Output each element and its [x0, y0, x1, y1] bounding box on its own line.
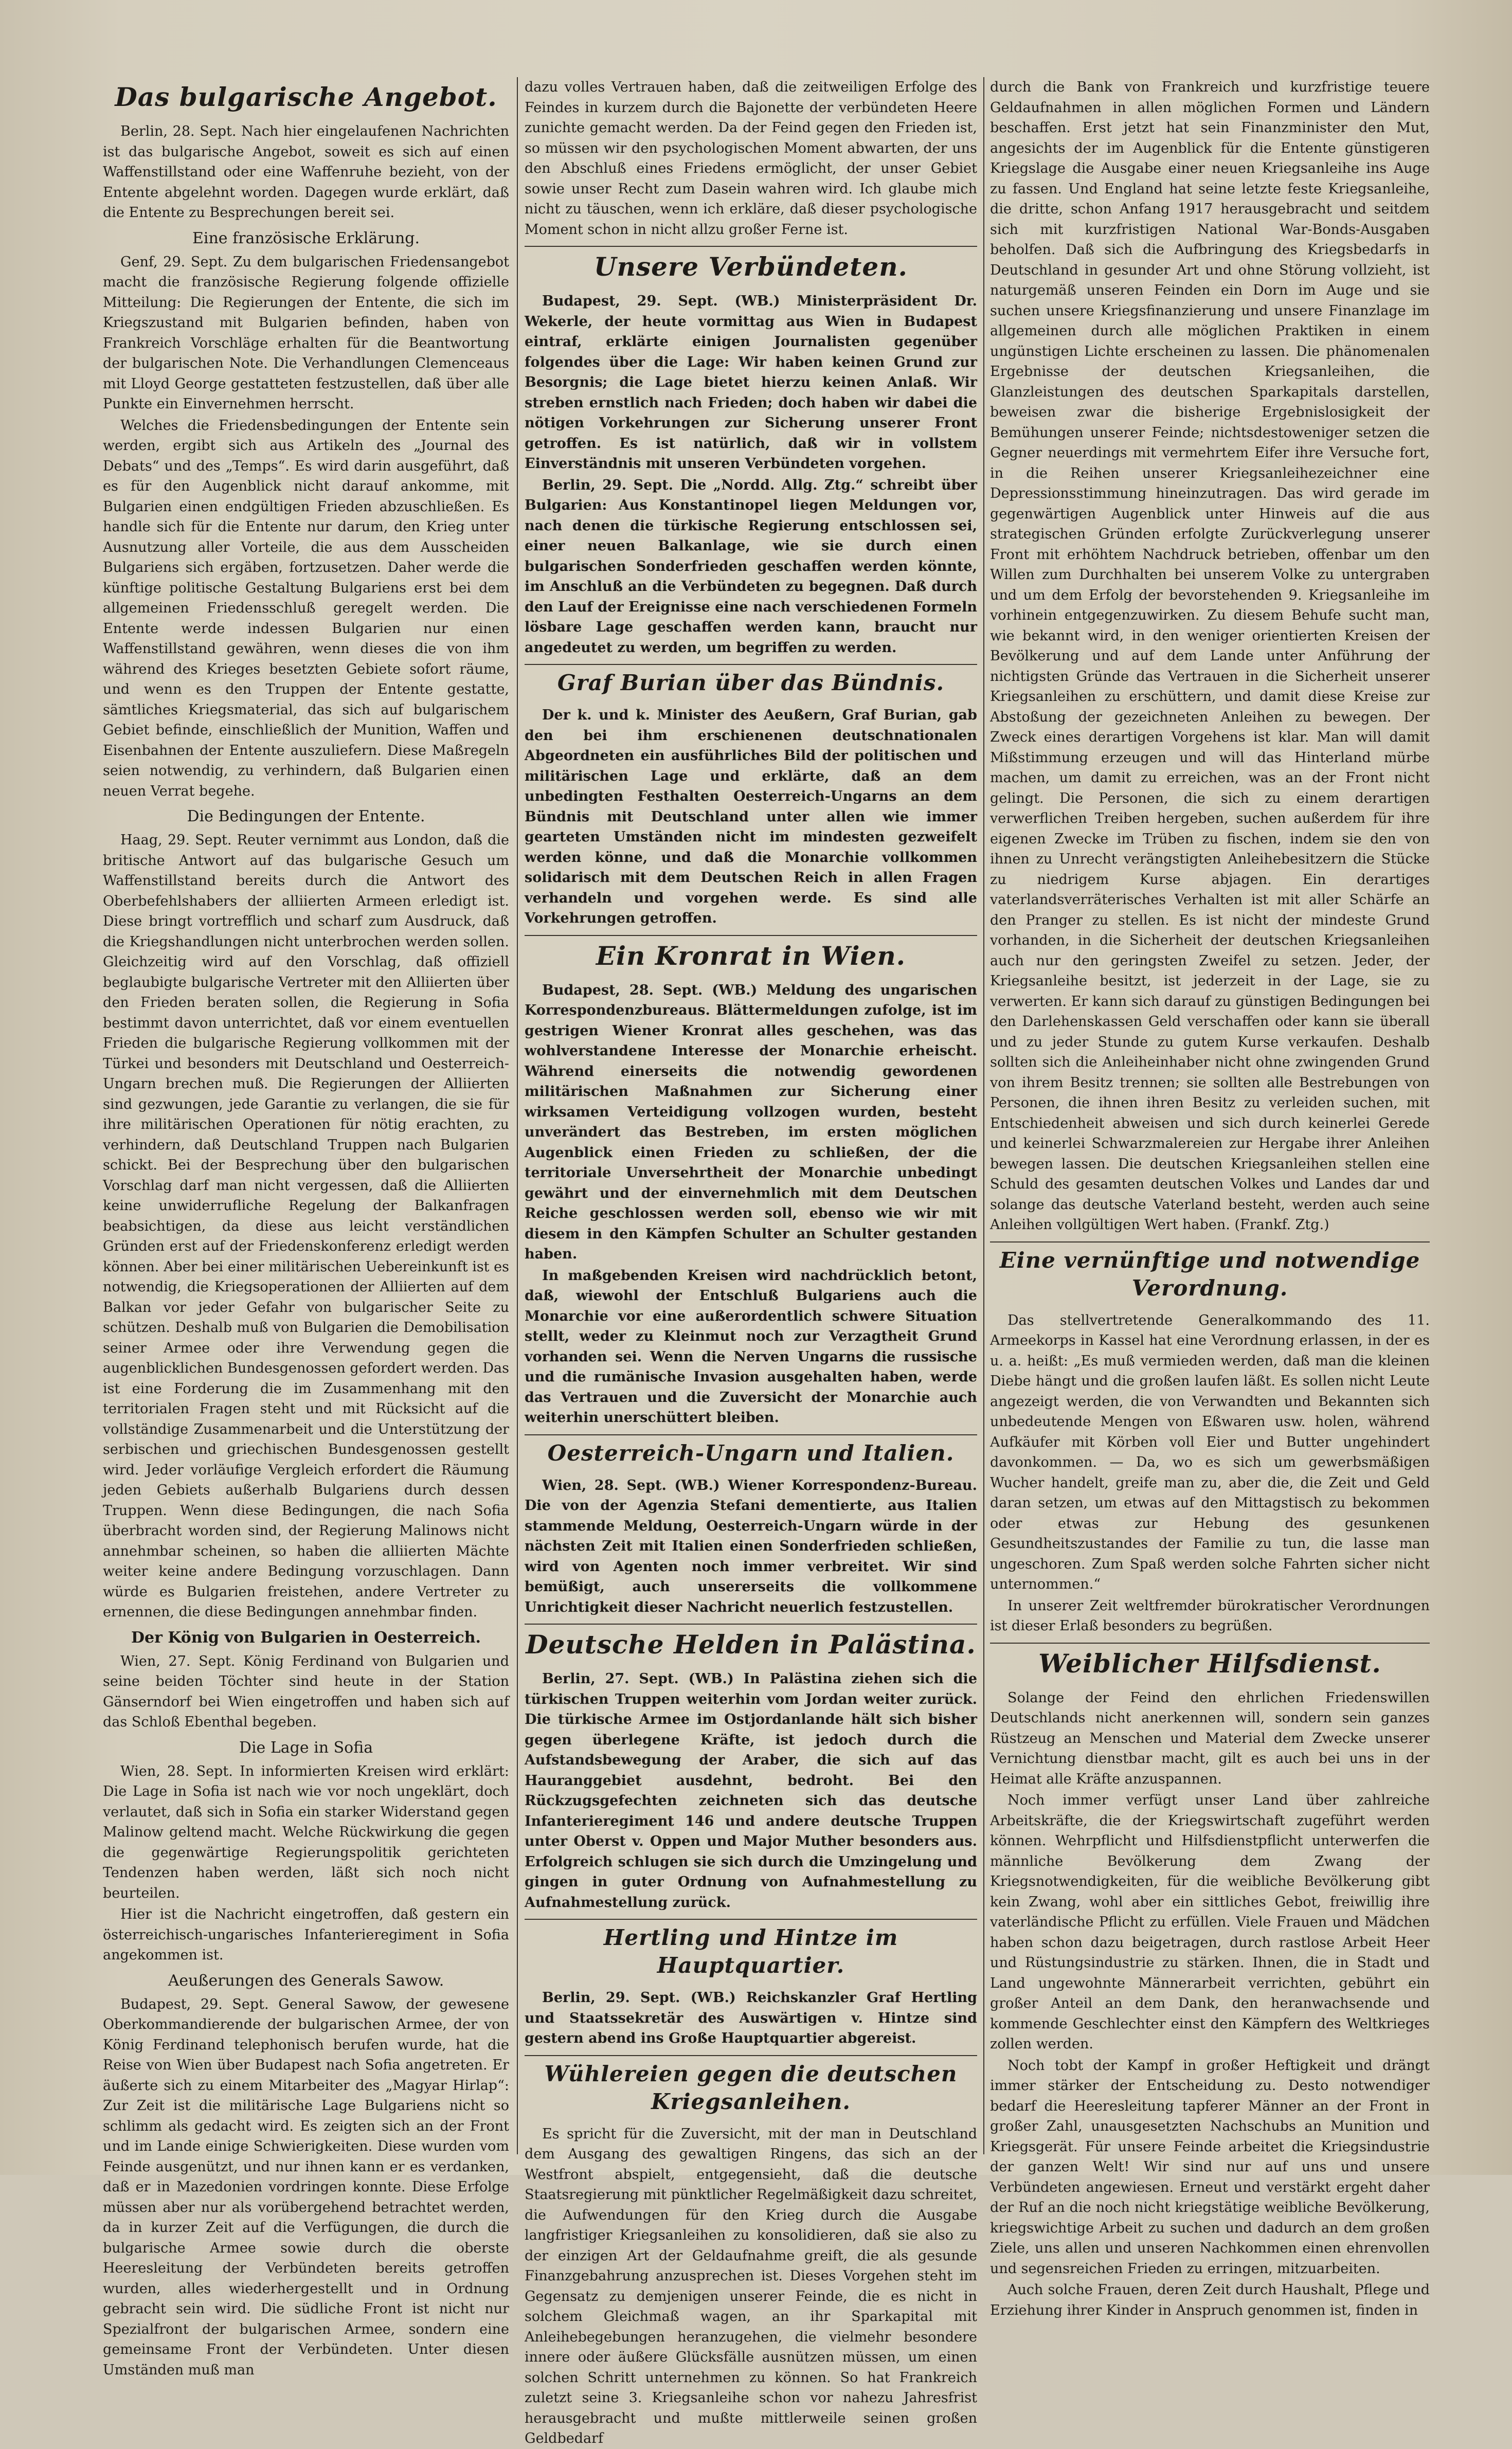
column-3 — [990, 77, 1430, 2318]
paragraph: Berlin, 27. Sept. (WB.) In Palästina ziehen sich die türkischen Truppen weiterhin vom Jordan weiter zurück. Die türkische Armee im Ostjordanlande hält sich bisher gegen überlegene Kräfte, ist jedoch durch die Aufstandsbewegung der Araber, die sich auf das Hauranggebiet ausdehnt, bedroht. Bei den Rückzugsgefechten zeichneten sich das deutsche Infanterieregiment 146 und andere deutsche Truppen unter Oberst v. Oppen und Major Muther besonders aus. Erfolgreich schlugen sie sich durch die Umzingelung und gingen in guter Ordnung von Aufnahmestellung zu Aufnahmestellung zurück. — [525, 1671, 977, 1911]
paragraph: In unserer Zeit weltfremder bürokratischer Verordnungen ist dieser Erlaß besonders zu begrüßen. — [990, 1597, 1430, 1634]
article — [103, 1970, 509, 2381]
article-headline: Ein Kronrat in Wien. — [596, 940, 906, 971]
article-divider — [525, 1624, 977, 1625]
article — [103, 81, 509, 223]
column-rule — [517, 77, 518, 2154]
paragraph: In maßgebenden Kreisen wird nachdrücklich betont, daß, wiewohl der Entschluß Bulgariens auch die Monarchie vor eine außerordentlich schwere Situation stellt, weder zu Kleinmut noch zur Verzagtheit Grund vorhanden sei. Wenn die Nerven Ungarns die russische und die rumänische Invasion ausgehalten haben, werde das Vertrauen und die Zuversicht der Monarchie auch weiterhin unerschüttert bleiben. — [525, 1267, 977, 1426]
paragraph: Budapest, 29. Sept. (WB.) Ministerpräsident Dr. Wekerle, der heute vormittag aus Wien in Budapest eintraf, erklärte einigen Journalisten gegenüber folgendes über die Lage: Wir haben keinen Grund zur Besorgnis; die Lage bietet hierzu keinen Anlaß. Wir streben ernstlich nach Frieden; doch haben wir dabei die nötigen Vorkehrungen zur Sicherung unserer Front getroffen. Es ist natürlich, daß wir in vollstem Einverständnis mit unseren Verbündeten vorgehen. — [525, 293, 977, 472]
article-headline: Eine vernünftige und notwendige Verordnung. — [999, 1247, 1420, 1301]
article-divider — [990, 1643, 1430, 1644]
paragraph: Hier ist die Nachricht eingetroffen, daß gestern ein österreichisch-ungarisches Infanterieregiment in Sofia angekommen ist. — [103, 1906, 509, 1963]
article — [525, 935, 977, 1428]
paragraph: Budapest, 29. Sept. General Sawow, der gewesene Oberkommandierende der bulgarischen Armee, der von König Ferdinand telephonisch berufen wurde, hat die Reise von Wien über Budapest nach Sofia angetreten. Er äußerte sich zu einem Mitarbeiter des „Magyar Hirlap“: Zur Zeit ist die militärische Lage Bulgariens nicht so schlimm als gedacht wird. Es zeigten sich an der Front und im Lande einige Schwierigkeiten. Diese wurden vom Feinde ausgenützt, und nur ihnen kann er es verdanken, daß er in Mazedonien vordringen konnte. Diese Erfolge müssen aber nur als vorübergehend betrachtet werden, da in kurzer Zeit auf die Verfügungen, die durch die bulgarische Armee sowie durch die oberste Heeresleitung der Verbündeten bereits getroffen wurden, alles wiederhergestellt und in Ordnung gebracht sein wird. Die südliche Front ist nicht nur Spezialfront der bulgarischen Armee, sondern eine gemeinsame Front der Verbündeten. Unter diesen Umständen muß man — [103, 1996, 509, 2378]
paragraph: dazu volles Vertrauen haben, daß die zeitweiligen Erfolge des Feindes in kurzem durch die Bajonette der verbündeten Heere zunichte gemacht werden. Da der Feind gegen den Frieden ist, so müssen wir den psychologischen Moment abwarten, der uns den Abschluß eines Friedens ermöglicht, der unser Gebiet sowie unser Recht zum Dasein wahren wird. Ich glaube mich nicht zu täuschen, wenn ich erkläre, daß dieser psychologische Moment schon in nicht allzu großer Ferne ist. — [525, 79, 977, 238]
paragraph: durch die Bank von Frankreich und kurzfristige teuere Geldaufnahmen in allen möglichen Formen und Ländern beschaffen. Erst jetzt hat sein Finanzminister den Mut, angesichts der im Augenblick für die Entente günstigeren Kriegslage die Ausgabe einer neuen Kriegsanleihe ins Auge zu fassen. Und England hat seine letzte feste Kriegsanleihe, die dritte, schon Anfang 1917 herausgebracht und seitdem sich mit kurzfristigen National War-Bonds-Ausgaben beholfen. Daß sich die Aufbringung des Kriegsbedarfs in Deutschland in gesunder Art und ohne Störung vollzieht, ist naturgemäß unseren Feinden ein Dorn im Auge und sie suchen unsere Kriegsfinanzierung und unsere Finanzlage im allgemeinen durch alle möglichen Praktiken in einem ungünstigen Lichte erscheinen zu lassen. Die phänomenalen Ergebnisse der deutschen Kriegsanleihen, die Glanzleistungen des deutschen Sparkapitals darstellen, beweisen zwar die bisherige Ergebnislosigkeit der Bemühungen unserer Feinde; nichtsdestoweniger setzen die Gegner neuerdings mit vermehrtem Eifer ihre Versuche fort, in die Reihen unserer Kriegsanleihezeichner eine Depressionsstimmung hineinzutragen. Das wird gerade im gegenwärtigen Augenblick unter Hinweis auf die aus strategischen Gründen erfolgte Zurückverlegung unserer Front mit erhöhtem Nachdruck betrieben, offenbar um den Willen zum Durchhalten bei unserem Volke zu untergraben und um dem Erfolg der bevorstehenden 9. Kriegsanleihe im vorhinein entgegenzuwirken. Zu diesem Behufe sucht man, wie bekannt wird, in den weniger orientierten Kreisen der Bevölkerung und auf dem Lande unter Anführung der nichtigsten Gründe das Vertrauen in die Sicherheit unserer Kriegsanleihen zu erschüttern, und damit diese Kreise zur Abstoßung der gezeichneten Anleihen zu bewegen. Der Zweck eines derartigen Vorgehens ist klar. Man will damit Mißstimmung erzeugen und will das Hinterland mürbe machen, um damit zu erreichen, was an der Front nicht gelingt. Die Personen, die sich zu einem derartigen verwerflichen Treiben hergeben, suchen außerdem für ihre eigenen Zwecke im Trüben zu fischen, indem sie den von ihnen zu Unrecht verängstigten Anleihebesitzern die Stücke zu niedrigem Kurse abjagen. Ein derartiges vaterlandsverräterisches Verhalten ist mit aller Schärfe an den Pranger zu stellen. Es ist nicht der mindeste Grund vorhanden, in die Sicherheit der deutschen Kriegsanleihen auch nur den geringsten Zweifel zu setzen. Jeder, der Kriegsanleihe besitzt, ist jederzeit in der Lage, sie zu verwerten. Er kann sich darauf zu günstigen Bedingungen bei den Darlehenskassen Geld verschaffen oder kann sie überall und zu jeder Stunde zu gutem Kurse verkaufen. Deshalb sollten sich die Anleiheinhaber nicht ohne zwingenden Grund von ihrem Besitz trennen; sie sollten alle Bestrebungen von Personen, die ihnen ihren Besitz zu verleiden suchen, mit Entschiedenheit abweisen und sich durch keinerlei Gerede und keinerlei Schwarzmalereien zur Hergabe ihrer Anleihen bewegen lassen. Die deutschen Kriegsanleihen stellen eine Schuld des gesamten deutschen Volkes und Landes dar und solange das deutsche Vaterland besteht, werden auch seine Anleihen vollgültigen Wert haben. (Frankf. Ztg.) — [990, 79, 1430, 1233]
paragraph: Es spricht für die Zuversicht, mit der man in Deutschland dem Ausgang des gewaltigen Ringens, das sich an der Westfront abspielt, entgegensieht, daß die deutsche Staatsregierung mit pünktlicher Regelmäßigkeit dazu schreitet, die Aufwendungen für den Krieg durch die Ausgabe langfristiger Kriegsanleihen zu konsolidieren, daß sie also zu der einzigen Art der Geldaufnahme greift, die als gesunde Finanzgebahrung anzusprechen ist. Dieses Vorgehen steht im Gegensatz zu demjenigen unserer Feinde, die es nicht in solchem Gleichmaß wagen, an ihr Sparkapital mit Anleihebegebungen heranzugehen, die vielmehr besondere innere oder äußere Glücksfälle ausnützen müssen, um einen solchen Schritt unternehmen zu können. So hat Frankreich zuletzt seine 3. Kriegsanleihe schon vor nahezu Jahresfrist herausgebracht und mußte mittlerweile seinen großen Geldbedarf — [525, 2126, 977, 2446]
article-subhead: Der König von Bulgarien in Oesterreich. — [131, 1628, 481, 1647]
paragraph: Berlin, 29. Sept. (WB.) Reichskanzler Graf Hertling und Staatssekretär des Auswärtigen v. Hintze sind gestern abend ins Große Hauptquartier abgereist. — [525, 1990, 977, 2046]
paragraph: Genf, 29. Sept. Zu dem bulgarischen Friedensangebot macht die französische Regierung folgende offizielle Mitteilung: Die Regierungen der Entente, die sich im Kriegszustand mit Bulgarien befinden, haben von Frankreich Vorschläge erhalten für die Beantwortung der bulgarischen Note. Die Verhandlungen Clemenceaus mit Lloyd George gestatteten festzustellen, daß über alle Punkte ein Einvernehmen herrscht. — [103, 254, 509, 412]
article-headline: Unsere Verbündeten. — [594, 251, 908, 282]
column-2 — [525, 77, 977, 2446]
article — [103, 1627, 509, 1733]
paragraph: Wien, 28. Sept. (WB.) Wiener Korrespondenz-Bureau. Die von der Agenzia Stefani dementierte, aus Italien stammende Meldung, Oesterreich-Ungarn würde in der nächsten Zeit mit Italien einen Sonderfrieden schließen, wird von Agenten noch immer verbreitet. Wir sind bemüßigt, auch unsererseits die vollkommene Unrichtigkeit dieser Nachricht neuerlich festzustellen. — [525, 1477, 977, 1615]
article — [525, 1919, 977, 2049]
article — [525, 664, 977, 929]
article — [990, 77, 1430, 1235]
article-headline: Oesterreich-Ungarn und Italien. — [547, 1440, 955, 1466]
article — [525, 2055, 977, 2449]
article — [525, 246, 977, 658]
article-divider — [525, 246, 977, 247]
article-divider — [525, 2055, 977, 2056]
article-headline: Hertling und Hintze im Hauptquartier. — [603, 1925, 898, 1978]
article-divider — [525, 935, 977, 936]
paragraph: Wien, 27. Sept. König Ferdinand von Bulgarien und seine beiden Töchter sind heute in der Station Gänserndorf bei Wien eingetroffen und haben sich auf das Schloß Ebenthal begeben. — [103, 1653, 509, 1730]
paragraph: Wien, 28. Sept. In informierten Kreisen wird erklärt: Die Lage in Sofia ist nach wie vor noch ungeklärt, doch verlautet, daß sich in Sofia ein starker Widerstand gegen Malinow geltend macht. Welche Rückwirkung die gegen die gegenwärtige Regierungspolitik gerichteten Tendenzen haben werden, läßt sich noch nicht beurteilen. — [103, 1763, 509, 1901]
paragraph: Welches die Friedensbedingungen der Entente sein werden, ergibt sich aus Artikeln des „Journal des Debats“ und des „Temps“. Es wird darin ausgeführt, daß es für den Augenblick nicht darauf ankomme, mit Bulgarien einen endgültigen Frieden abzuschließen. Es handle sich für die Entente nur darum, den Krieg unter Ausnutzung aller Vorteile, die aus dem Ausscheiden Bulgariens sich ergäben, fortzusetzen. Daher werde die künftige politische Gestaltung Bulgariens erst bei dem allgemeinen Friedensschluß geregelt werden. Die Entente werde indessen Bulgarien nur einen Waffenstillstand gewähren, wenn dieses die von ihm während des Krieges besetzten Gebiete sofort räume, und wenn es den Truppen der Entente gestatte, sämtliches Kriegsmaterial, das sich auf bulgarischem Gebiet befinde, einschließlich der Munition, Waffen und Eisenbahnen der Entente auszuliefern. Diese Maßregeln seien notwendig, zu verhindern, daß Bulgarien einen neuen Verrat begehe. — [103, 417, 509, 799]
article — [525, 1624, 977, 1913]
paragraph: Das stellvertretende Generalkommando des 11. Armeekorps in Kassel hat eine Verordnung erlassen, in der es u. a. heißt: „Es muß vermieden werden, daß man die kleinen Diebe hängt und die großen laufen läßt. Es sollen nicht Leute angezeigt werden, die von Verwandten und Bekannten sich unbedeutende Mengen von Eßwaren usw. holen, während Aufkäufer mit Körben voll Eier und Butter ungehindert davonkommen. — Da, wo es sich um gewerbsmäßigen Wucher handelt, greife man zu, aber die, die Zeit und Geld daran setzen, um etwas auf den Mittagstisch zu bekommen oder etwas zur Hebung des gesunkenen Gesundheitszustandes der Familie zu tun, die lasse man ungeschoren. Zum Spaß werden solche Fahrten sicher nicht unternommen.“ — [990, 1312, 1430, 1592]
article-subhead: Aeußerungen des Generals Sawow. — [168, 1971, 444, 1990]
paragraph: Budapest, 28. Sept. (WB.) Meldung des ungarischen Korrespondenzbureaus. Blättermeldungen zufolge, ist im gestrigen Wiener Kronrat alles geschehen, was das wohlverstandene Interesse der Monarchie erheischt. Während einerseits die notwendig gewordenen militärischen Maßnahmen zur Sicherung einer wirksamen Verteidigung vollzogen wurden, besteht unverändert das Bestreben, im ersten möglichen Augenblick einen Frieden zu schließen, der die territoriale Unversehrtheit der Monarchie unbedingt gewährt und der einvernehmlich mit dem Deutschen Reiche geschlossen werden soll, ebenso wie wir mit diesem in den Kämpfen Schulter an Schulter gestanden haben. — [525, 982, 977, 1262]
column-1 — [103, 77, 509, 2378]
paragraph: Noch immer verfügt unser Land über zahlreiche Arbeitskräfte, die der Kriegswirtschaft zugeführt werden können. Wehrpflicht und Hilfsdienstpflicht unterwerfen die männliche Bevölkerung dem Zwang der Kriegsnotwendigkeiten, für die weibliche Bevölkerung gibt kein Zwang, wohl aber ein sittliches Gebot, freiwillig ihre vaterländische Pflicht zu erfüllen. Viele Frauen und Mädchen haben schon dazu beigetragen, durch rastlose Arbeit Heer und Rüstungsindustrie zu stärken. Ihnen, die in Stadt und Land ungewohnte Männerarbeit verrichten, gebührt ein großer Anteil an dem Dank, den heranwachsende und kommende Geschlechter einst den Kämpfern des Weltkrieges zollen werden. — [990, 1792, 1430, 2052]
column-rule — [983, 77, 984, 2154]
article — [103, 227, 509, 802]
article-subhead: Eine französische Erklärung. — [192, 229, 420, 247]
paragraph: Auch solche Frauen, deren Zeit durch Haushalt, Pflege und Erziehung ihrer Kinder in Anspruch genommen ist, finden in — [990, 2282, 1430, 2318]
article-divider — [525, 1919, 977, 1920]
article — [103, 1737, 509, 1966]
article-headline: Deutsche Helden in Palästina. — [526, 1629, 976, 1660]
article — [525, 1434, 977, 1618]
paragraph: Solange der Feind den ehrlichen Friedenswillen Deutschlands nicht anerkennen will, sondern sein ganzes Rüstzeug an Menschen und Material dem Zwecke unserer Vernichtung dienstbar macht, gilt es auch bei uns in der Heimat alle Kräfte anzuspannen. — [990, 1689, 1430, 1787]
paragraph: Berlin, 28. Sept. Nach hier eingelaufenen Nachrichten ist das bulgarische Angebot, soweit es sich auf einen Waffenstillstand oder eine Waffenruhe bezieht, von der Entente abgelehnt worden. Dagegen wurde erklärt, daß die Entente zu Besprechungen bereit sei. — [103, 123, 509, 221]
article-headline: Wühlereien gegen die deutschen Kriegsanleihen. — [544, 2061, 958, 2114]
article — [525, 77, 977, 240]
article — [990, 1643, 1430, 2321]
article — [103, 805, 509, 1623]
article-divider — [525, 1434, 977, 1435]
paragraph: Der k. und k. Minister des Aeußern, Graf Burian, gab den bei ihm erschienenen deutschnationalen Abgeordneten ein ausführliches Bild der politischen und militärischen Lage und erklärte, daß an dem unbedingten Festhalten Oesterreich-Ungarns an dem Bündnis mit Deutschland unter allen wie immer gearteten Umständen nicht im mindesten gezweifelt werden könne, und daß die Monarchie vollkommen solidarisch mit dem Deutschen Reich in allen Fragen verhandeln und vorgehen werde. Es sind alle Vorkehrungen getroffen. — [525, 707, 977, 926]
article-headline: Graf Burian über das Bündnis. — [557, 670, 945, 695]
paragraph: Berlin, 29. Sept. Die „Nordd. Allg. Ztg.“ schreibt über Bulgarien: Aus Konstantinopel liegen Meldungen vor, nach denen die türkische Regierung entschlossen sei, einer neuen Balkanlage, wie sie durch einen bulgarischen Sonderfrieden geschaffen werden könnte, im Anschluß an die Verbündeten zu begegnen. Daß durch den Lauf der Ereignisse eine nach verschiedenen Formeln lösbare Lage geschaffen werden kann, braucht nur angedeutet zu werden, um begriffen zu werden. — [525, 477, 977, 656]
article-headline: Das bulgarische Angebot. — [115, 82, 497, 112]
paragraph: Haag, 29. Sept. Reuter vernimmt aus London, daß die britische Antwort auf das bulgarische Gesuch um Waffenstillstand bereits durch die Antwort des Oberbefehlshabers der alliierten Armeen erledigt ist. Diese bringt vortrefflich und scharf zum Ausdruck, daß die Kriegshandlungen nicht unterbrochen werden sollen. Gleichzeitig wird auf den Vorschlag, daß offiziell beglaubigte bulgarische Vertreter mit den Alliierten über den Frieden beraten sollen, die Regierung in Sofia bestimmt davon unterrichtet, daß vor einem eventuellen Frieden die bulgarische Regierung vollkommen mit der Türkei und besonders mit Deutschland und Oesterreich-Ungarn brechen muß. Die Regierungen der Alliierten sind gezwungen, jede Garantie zu verlangen, die sie für ihre militärischen Operationen für nötig erachten, zu verhindern, daß Deutschland Truppen nach Bulgarien schickt. Bei der Besprechung über den bulgarischen Vorschlag darf man nicht vergessen, daß die Alliierten keine unwiderrufliche Regelung der Balkanfragen beabsichtigen, da diese aus leicht verständlichen Gründen erst auf der Friedenskonferenz erledigt werden können. Aber bei einer militärischen Uebereinkunft ist es notwendig, die Kriegsoperationen der Alliierten auf dem Balkan vor jeder Gefahr von bulgarischer Seite zu schützen. Deshalb muß von Bulgarien die Demobilisation seiner Armee oder ihre Verwendung gegen die augenblicklichen Bundesgenossen gefordert werden. Das ist eine Forderung die im Zusammenhang mit den territorialen Fragen steht und mit Rücksicht auf die vollständige Zusammenarbeit und die Unterstützung der serbischen und griechischen Bundesgenossen gestellt wird. Jeder vorläufige Vergleich erfordert die Räumung jeden Gebiets außerhalb Bulgariens durch dessen Truppen. Wenn diese Bedingungen, die nach Sofia überbracht worden sind, der Regierung Malinows nicht annehmbar scheinen, so haben die alliierten Mächte weiter keine andere Bedingung vorzuschlagen. Dann würde es Bulgarien freistehen, andere Vertreter zu ernennen, die diese Bedingungen annehmbar finden. — [103, 832, 509, 1620]
article-divider — [525, 664, 977, 665]
article-subhead: Die Bedingungen der Entente. — [187, 807, 425, 825]
article-subhead: Die Lage in Sofia — [239, 1738, 373, 1757]
article-headline: Weiblicher Hilfsdienst. — [1038, 1648, 1381, 1679]
article-divider — [990, 1241, 1430, 1242]
paragraph: Noch tobt der Kampf in großer Heftigkeit und drängt immer stärker der Entscheidung zu. Desto notwendiger bedarf die Heeresleitung tapferer Männer an der Front in großer Zahl, unausgesetzten Nachschubs an Munition und Kriegsgerät. Für unsere Feinde arbeitet die Kriegsindustrie der ganzen Welt! Wir sind nur auf uns und unsere Verbündeten angewiesen. Erneut und verstärkt ergeht daher der Ruf an die noch nicht kriegstätige weibliche Bevölkerung, kriegswichtige Arbeit zu suchen und dadurch an dem großen Ziele, uns allen und unseren Nachkommen einen ehrenvollen und segensreichen Frieden zu erringen, mitzuarbeiten. — [990, 2057, 1430, 2277]
article — [990, 1241, 1430, 1636]
